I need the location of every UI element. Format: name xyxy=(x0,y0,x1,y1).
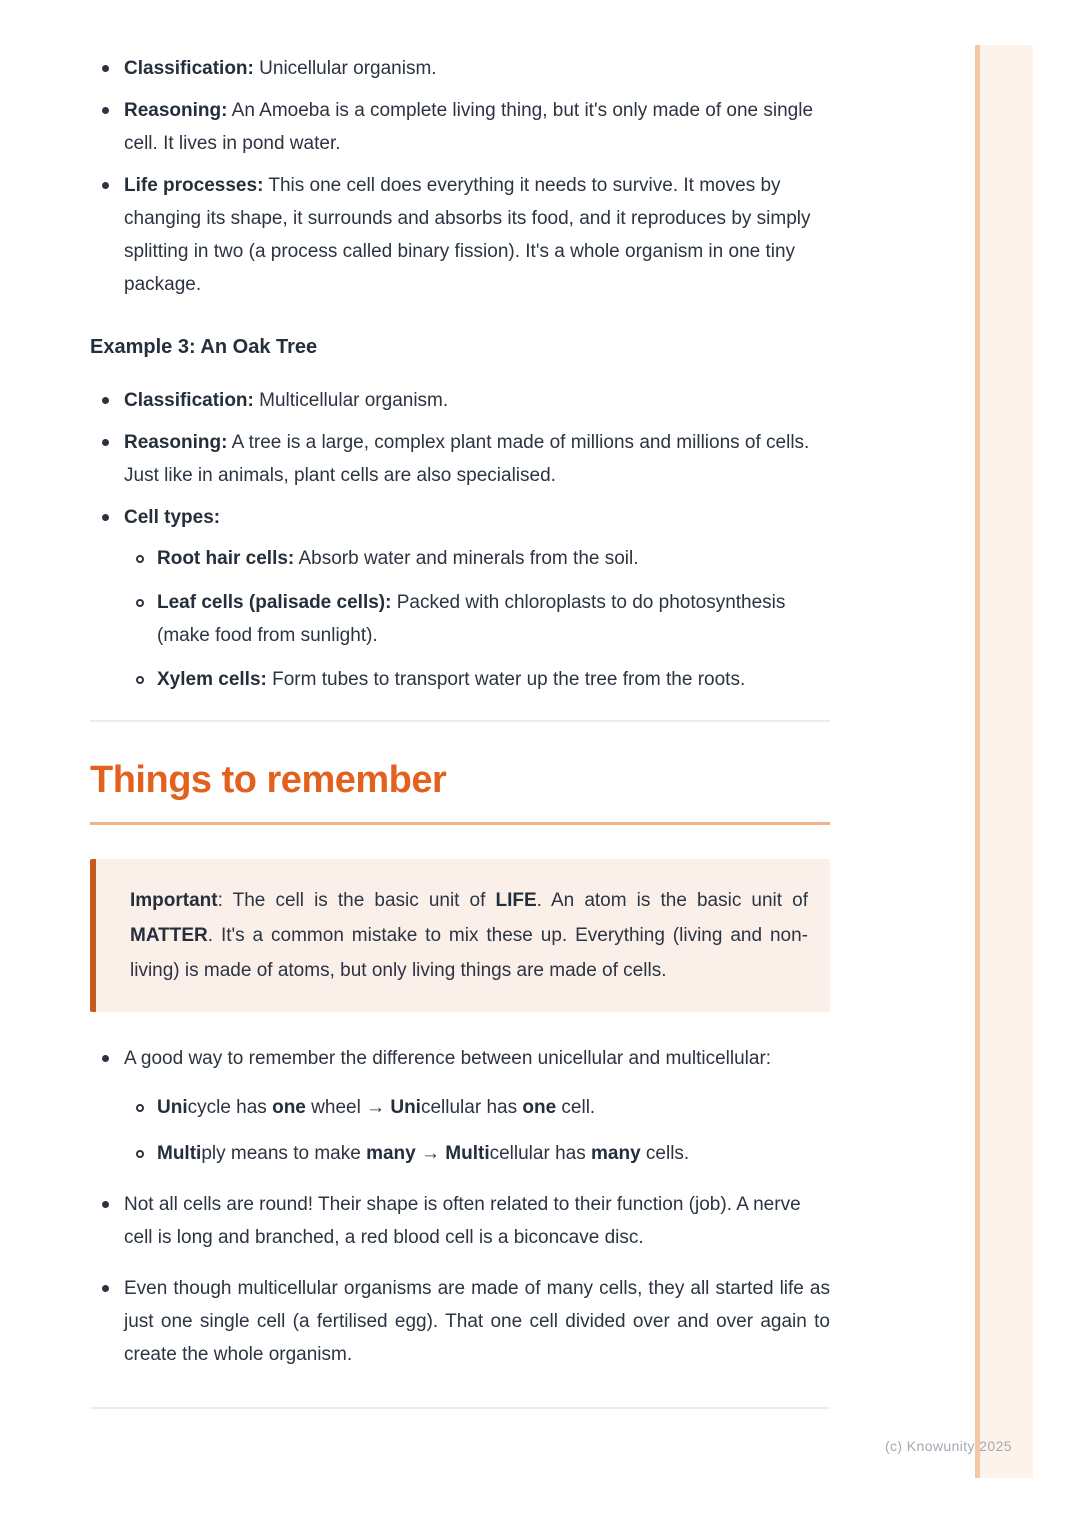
sublist-item-root-hair xyxy=(124,542,830,575)
bullet-icon xyxy=(90,501,124,534)
bullet-text: Root hair cells: Absorb water and minerals from the soil. xyxy=(157,548,639,569)
list-item-classification xyxy=(90,384,830,417)
bullet-icon xyxy=(90,1188,124,1221)
bullet-icon xyxy=(90,52,124,85)
bullet-text: Life processes: This one cell does everything it needs to survive. It moves by changing its shape, it surrounds and absorbs its food, and it reproduces by simply splitting in two (a process called binary fission). It's a whole organism in one tiny package. xyxy=(124,175,811,295)
side-strip-decoration xyxy=(975,45,1033,1478)
circle-bullet-icon xyxy=(124,1091,157,1124)
bullet-text: Even though multicellular organisms are made of many cells, they all started life as just one single cell (a fertilised egg). That one cell divided over and over again to create the whole organism. xyxy=(124,1278,830,1365)
mnemonic-sublist xyxy=(124,1091,830,1170)
sublist-item-leaf-cells xyxy=(124,586,830,652)
bullet-text: Classification: Multicellular organism. xyxy=(124,390,449,411)
bullet-icon xyxy=(90,1042,124,1075)
notes-content xyxy=(90,0,830,1409)
sublist-item-unicycle xyxy=(124,1091,830,1124)
circle-bullet-icon xyxy=(124,1137,157,1170)
list-item-good-way xyxy=(90,1042,830,1170)
bullet-text: Classification: Unicellular organism. xyxy=(124,58,437,79)
list-item-life-processes xyxy=(90,169,830,301)
callout-text: Important: The cell is the basic unit of LIFE. An atom is the basic unit of MATTER. It's a common mistake to mix these up. Everything (living and non-living) is made of atoms, but only living things are made of cells. xyxy=(130,890,808,981)
cell-types-block xyxy=(124,501,830,696)
bullet-icon xyxy=(90,1272,124,1305)
bullet-text: Reasoning: A tree is a large, complex plant made of millions and millions of cells. Just like in animals, plant cells are also specialised. xyxy=(124,432,810,486)
cell-types-sublist xyxy=(124,542,830,696)
circle-bullet-icon xyxy=(124,663,157,696)
bullet-icon xyxy=(90,94,124,127)
list-item-reasoning xyxy=(90,94,830,160)
bullet-text: Reasoning: An Amoeba is a complete living thing, but it's only made of one single cell. It lives in pond water. xyxy=(124,100,814,154)
good-way-block xyxy=(124,1042,830,1170)
sublist-item-xylem xyxy=(124,663,830,696)
oak-tree-bullet-list xyxy=(90,384,830,696)
section-divider xyxy=(90,720,830,722)
copyright-watermark: (c) Knowunity 2025 xyxy=(884,1438,1012,1454)
bullet-icon xyxy=(90,169,124,202)
bullet-text: Cell types: xyxy=(124,507,221,528)
bullet-text: Leaf cells (palisade cells): Packed with chloroplasts to do photosynthesis (make food from sunlight). xyxy=(157,592,786,646)
bullet-text: Multiply means to make many → Multicellular has many cells. xyxy=(157,1143,690,1164)
bullet-text: A good way to remember the difference between unicellular and multicellular: xyxy=(124,1048,772,1069)
important-callout xyxy=(90,859,830,1012)
bullet-icon xyxy=(90,384,124,417)
sublist-item-multiply xyxy=(124,1137,830,1170)
remember-bullet-list xyxy=(90,1042,830,1371)
list-item-classification xyxy=(90,52,830,85)
bottom-divider xyxy=(90,1407,830,1409)
bullet-text: Not all cells are round! Their shape is often related to their function (job). A nerve cell is long and branched, a red blood cell is a biconcave disc. xyxy=(124,1194,801,1248)
amoeba-bullet-list xyxy=(90,52,830,301)
list-item-not-all-cells xyxy=(90,1188,830,1254)
circle-bullet-icon xyxy=(124,542,157,575)
example3-heading: Example 3: An Oak Tree xyxy=(90,336,318,358)
things-to-remember-heading: Things to remember xyxy=(90,758,830,825)
list-item-cell-types xyxy=(90,501,830,696)
list-item-even-though xyxy=(90,1272,830,1371)
circle-bullet-icon xyxy=(124,586,157,619)
bullet-text: Unicycle has one wheel → Unicellular has one cell. xyxy=(157,1097,596,1118)
bullet-icon xyxy=(90,426,124,459)
bullet-text: Xylem cells: Form tubes to transport water up the tree from the roots. xyxy=(157,669,746,690)
list-item-reasoning xyxy=(90,426,830,492)
